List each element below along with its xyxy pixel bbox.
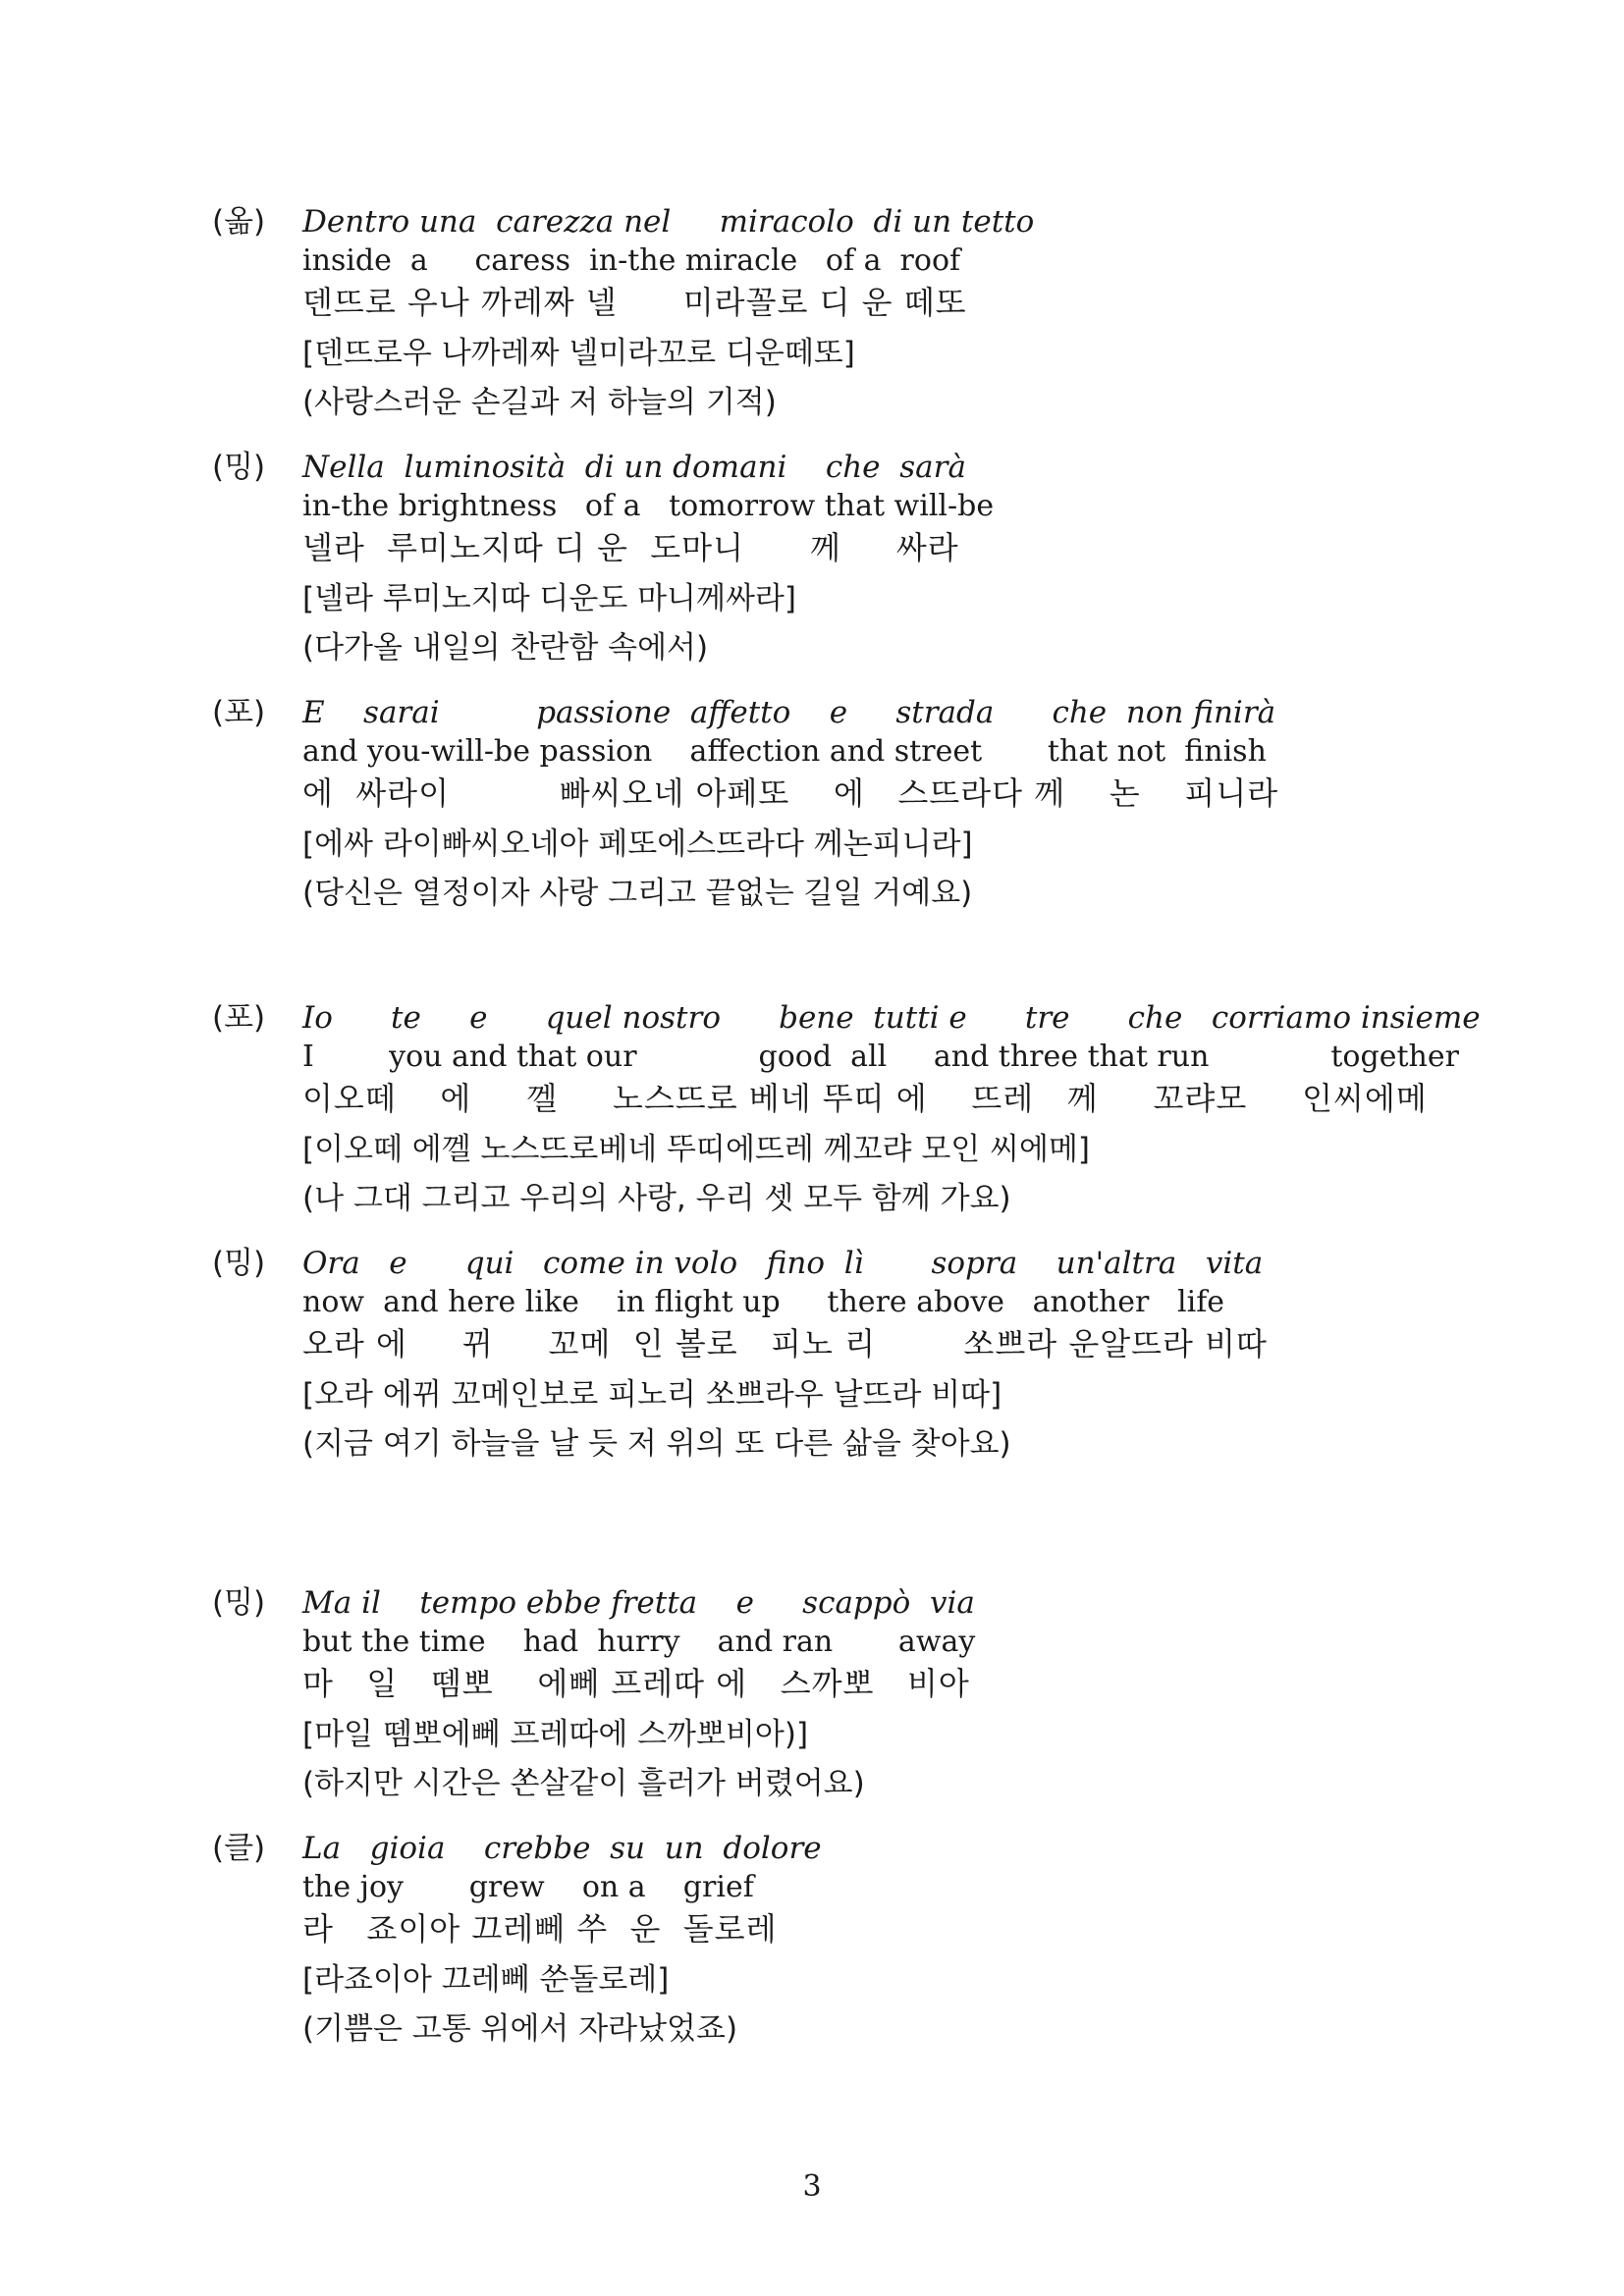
translation-line: (당신은 열정이자 사랑 그리고 끝없는 길일 거예요) (302, 876, 973, 911)
korean-phonetic-line: 이오떼 에 껠 노스뜨로 베네 뚜띠 에 뜨레 께 꼬랴모 인씨에메 (302, 1080, 1428, 1117)
italian-line: Nella luminosità di un domani che sarà (302, 450, 966, 485)
pronunciation-line: [넬라 루미노지따 디운도 마니께싸라] (302, 581, 796, 616)
italian-line: Dentro una carezza nel miracolo di un tetto (302, 204, 1035, 240)
korean-phonetic-line: 넬라 루미노지따 디 운 도마니 께 싸라 (302, 529, 959, 566)
english-gloss-line: the joy grew on a grief (302, 1870, 754, 1904)
italian-line: E sarai passione affetto e strada che non finirà (302, 695, 1276, 730)
translation-line: (나 그대 그리고 우리의 사랑, 우리 셋 모두 함께 가요) (302, 1181, 1011, 1216)
translation-line: (하지만 시간은 쏜살같이 흘러가 버렸어요) (302, 1766, 865, 1801)
english-gloss-line: inside a caress in-the miracle of a roof (302, 243, 961, 278)
speaker-label: (옮) (212, 204, 266, 240)
italian-line: Io te e quel nostro bene tutti e tre che corriamo insieme (302, 1000, 1481, 1036)
pronunciation-line: [마일 뗌뽀에뻬 프레따에 스까뽀비아)] (302, 1717, 809, 1752)
speaker-label: (포) (212, 695, 266, 730)
speaker-label: (포) (212, 1000, 266, 1036)
speaker-label: (밍) (212, 1246, 266, 1281)
speaker-label: (밍) (212, 450, 266, 485)
pronunciation-line: [이오떼 에껠 노스뜨로베네 뚜띠에뜨레 께꼬랴 모인 씨에메] (302, 1132, 1091, 1167)
italian-line: Ora e qui come in volo fino lì sopra un'altra vita (302, 1246, 1264, 1281)
english-gloss-line: now and here like in flight up there above another life (302, 1285, 1225, 1319)
pronunciation-line: [라죠이아 끄레뻬 쑨돌로레] (302, 1962, 670, 1998)
translation-line: (지금 여기 하늘을 날 듯 저 위의 또 다른 삶을 찾아요) (302, 1426, 1011, 1462)
korean-phonetic-line: 라 죠이아 끄레뻬 쑤 운 돌로레 (302, 1910, 778, 1948)
korean-phonetic-line: 오라 에 뀌 꼬메 인 볼로 피노 리 쏘쁘라 운알뜨라 비따 (302, 1325, 1268, 1362)
korean-phonetic-line: 마 일 뗌뽀 에뻬 프레따 에 스까뽀 비아 (302, 1665, 970, 1702)
english-gloss-line: in-the brightness of a tomorrow that will-be (302, 489, 995, 523)
pronunciation-line: [오라 에뀌 꼬메인보로 피노리 쏘쁘라우 날뜨라 비따] (302, 1377, 1002, 1413)
english-gloss-line: and you-will-be passion affection and street that not finish (302, 734, 1267, 769)
pronunciation-line: [덴뜨로우 나까레짜 넬미라꼬로 디운떼또] (302, 336, 855, 371)
english-gloss-line: I you and that our good all and three that run together (302, 1040, 1459, 1074)
italian-line: La gioia crebbe su un dolore (302, 1831, 822, 1866)
pronunciation-line: [에싸 라이빠씨오네아 페또에스뜨라다 께논피니라] (302, 827, 973, 862)
page-number: 3 (802, 2169, 822, 2204)
korean-phonetic-line: 에 싸라이 빠씨오네 아페또 에 스뜨라다 께 논 피니라 (302, 774, 1279, 812)
translation-line: (사랑스러운 손길과 저 하늘의 기적) (302, 385, 777, 420)
english-gloss-line: but the time had hurry and ran away (302, 1625, 976, 1659)
speaker-label: (클) (212, 1831, 266, 1866)
translation-line: (다가올 내일의 찬란함 속에서) (302, 630, 709, 666)
korean-phonetic-line: 덴뜨로 우나 까레짜 넬 미라꼴로 디 운 떼또 (302, 284, 967, 321)
italian-line: Ma il tempo ebbe fretta e scappò via (302, 1585, 975, 1621)
translation-line: (기쁨은 고통 위에서 자라났었죠) (302, 2011, 738, 2047)
speaker-label: (밍) (212, 1585, 266, 1621)
